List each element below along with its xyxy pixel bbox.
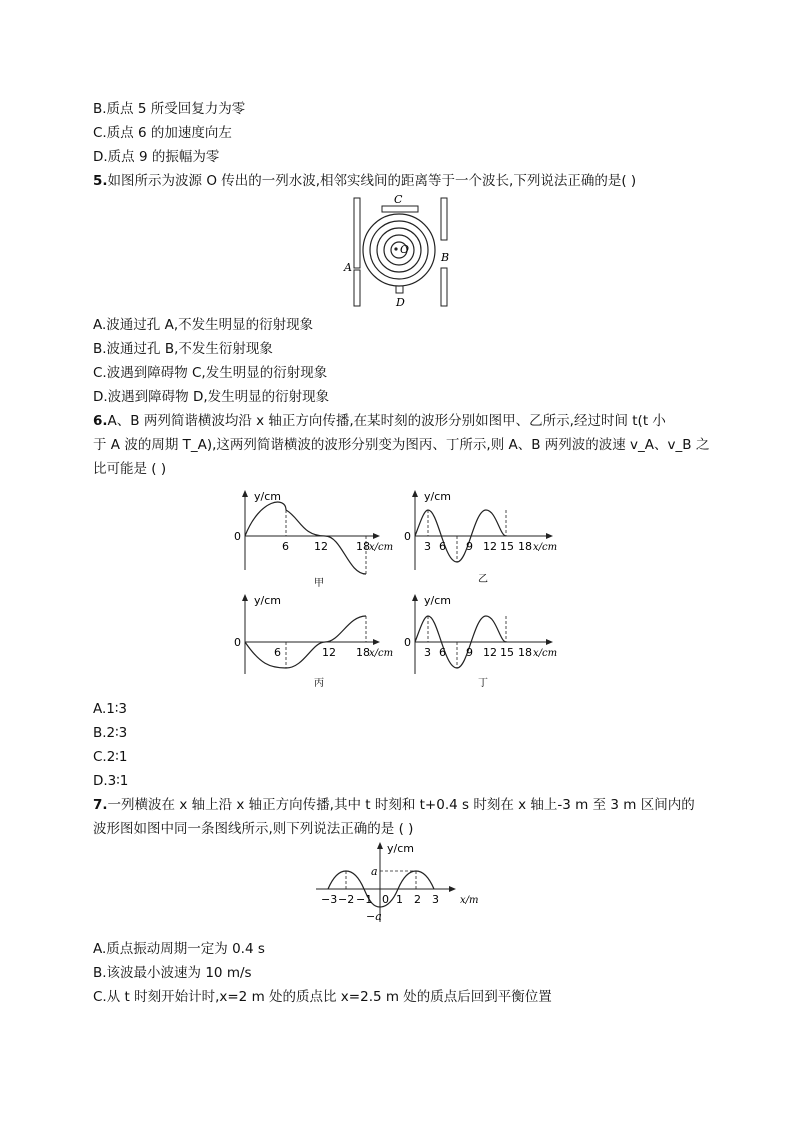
svg-text:y/cm: y/cm — [254, 490, 281, 503]
svg-text:1: 1 — [396, 893, 403, 906]
q6-graph-yi — [400, 488, 570, 588]
tick: 18 — [356, 540, 370, 553]
svg-text:0: 0 — [382, 893, 389, 906]
q7-option-b: B.该波最小波速为 10 m/s — [93, 965, 252, 981]
q6-graph-jia — [230, 488, 400, 588]
q6-option-d: D.3∶1 — [93, 773, 129, 789]
svg-text:x/cm: x/cm — [369, 542, 394, 553]
svg-text:3: 3 — [424, 646, 431, 659]
caption: 甲 — [314, 578, 324, 589]
svg-text:3: 3 — [432, 893, 439, 906]
svg-text:6: 6 — [274, 646, 281, 659]
svg-text:x/cm: x/cm — [369, 648, 394, 659]
svg-text:x/cm: x/cm — [533, 542, 558, 553]
svg-text:0: 0 — [234, 636, 241, 649]
q4-option-b: B.质点 5 所受回复力为零 — [93, 101, 246, 117]
svg-text:−a: −a — [366, 910, 382, 923]
svg-text:−1: −1 — [356, 893, 373, 906]
caption: 丙 — [314, 678, 324, 689]
svg-text:x/m: x/m — [460, 895, 479, 906]
q7-stem-line1: 7.一列横波在 x 轴上沿 x 轴正方向传播,其中 t 时刻和 t+0.4 s 时刻在 x 轴上-3 m 至 3 m 区间内的 — [93, 797, 695, 813]
svg-text:9: 9 — [466, 540, 473, 553]
svg-text:18: 18 — [518, 540, 532, 553]
svg-text:−2: −2 — [338, 893, 355, 906]
label-a: A — [344, 261, 352, 274]
tick: 6 — [282, 540, 289, 553]
label-d: D — [396, 296, 405, 309]
q4-option-d: D.质点 9 的振幅为零 — [93, 149, 220, 165]
svg-text:15: 15 — [500, 646, 514, 659]
q5-stem-text: 如图所示为波源 O 传出的一列水波,相邻实线间的距离等于一个波长,下列说法正确的是( ) — [107, 173, 637, 189]
svg-text:6: 6 — [439, 646, 446, 659]
q6-stem-line3: 比可能是 ( ) — [93, 461, 167, 477]
obstacle-d — [396, 286, 403, 293]
svg-text:y/cm: y/cm — [424, 490, 451, 503]
q6-number: 6. — [93, 413, 108, 429]
q6-option-a: A.1∶3 — [93, 701, 127, 717]
caption: 乙 — [478, 574, 488, 585]
q6-stem-line1: 6.A、B 两列简谐横波均沿 x 轴正方向传播,在某时刻的波形分别如图甲、乙所示,经过时间 t(t 小 — [93, 413, 666, 429]
q5-water-wave-figure — [336, 190, 466, 310]
label-o: O — [400, 243, 410, 256]
wave-curve — [245, 502, 366, 574]
q5-option-d: D.波遇到障碍物 D,发生明显的衍射现象 — [93, 389, 330, 405]
svg-text:y/cm: y/cm — [424, 594, 451, 607]
q7-wave-graph — [312, 840, 497, 930]
barrier-left-bottom — [354, 270, 360, 306]
barrier-right-top — [441, 198, 447, 240]
q6-graph-bing — [230, 594, 400, 694]
q6-option-c: C.2∶1 — [93, 749, 128, 765]
svg-text:0: 0 — [404, 636, 411, 649]
q5-option-c: C.波遇到障碍物 C,发生明显的衍射现象 — [93, 365, 328, 381]
svg-text:12: 12 — [322, 646, 336, 659]
svg-text:0: 0 — [404, 530, 411, 543]
svg-text:3: 3 — [424, 540, 431, 553]
caption: 丁 — [478, 678, 488, 689]
svg-text:15: 15 — [500, 540, 514, 553]
label-b: B — [441, 251, 450, 264]
barrier-left-top — [354, 198, 360, 268]
svg-text:18: 18 — [518, 646, 532, 659]
svg-text:0: 0 — [234, 530, 241, 543]
svg-text:12: 12 — [483, 540, 497, 553]
q6-stem-line2: 于 A 波的周期 T_A),这两列简谐横波的波形分别变为图丙、丁所示,则 A、B 两列波的波速 v_A、v_B 之 — [93, 437, 710, 453]
wave-source-dot — [394, 247, 397, 250]
obstacle-c — [382, 206, 418, 212]
q6-option-b: B.2∶3 — [93, 725, 128, 741]
svg-text:12: 12 — [483, 646, 497, 659]
q5-stem — [93, 172, 636, 190]
svg-text:2: 2 — [414, 893, 421, 906]
barrier-right-bottom — [441, 268, 447, 306]
tick: 12 — [314, 540, 328, 553]
q7-number: 7. — [93, 797, 108, 813]
svg-text:9: 9 — [466, 646, 473, 659]
q7-option-a: A.质点振动周期一定为 0.4 s — [93, 941, 265, 957]
svg-text:−3: −3 — [321, 893, 338, 906]
svg-text:6: 6 — [439, 540, 446, 553]
q7-stem-line2: 波形图如图中同一条图线所示,则下列说法正确的是 ( ) — [93, 821, 414, 837]
q5-option-a: A.波通过孔 A,不发生明显的衍射现象 — [93, 317, 314, 333]
q4-option-c: C.质点 6 的加速度向左 — [93, 125, 232, 141]
q5-option-b: B.波通过孔 B,不发生衍射现象 — [93, 341, 273, 357]
svg-text:y/cm: y/cm — [254, 594, 281, 607]
svg-text:x/cm: x/cm — [533, 648, 558, 659]
svg-text:18: 18 — [356, 646, 370, 659]
q5-number: 5. — [93, 173, 108, 189]
q7-option-c: C.从 t 时刻开始计时,x=2 m 处的质点比 x=2.5 m 处的质点后回到平衡位置 — [93, 989, 552, 1005]
label-c: C — [394, 193, 403, 206]
svg-text:a: a — [371, 865, 378, 878]
svg-text:y/cm: y/cm — [387, 842, 414, 855]
q6-graph-ding — [400, 594, 570, 694]
